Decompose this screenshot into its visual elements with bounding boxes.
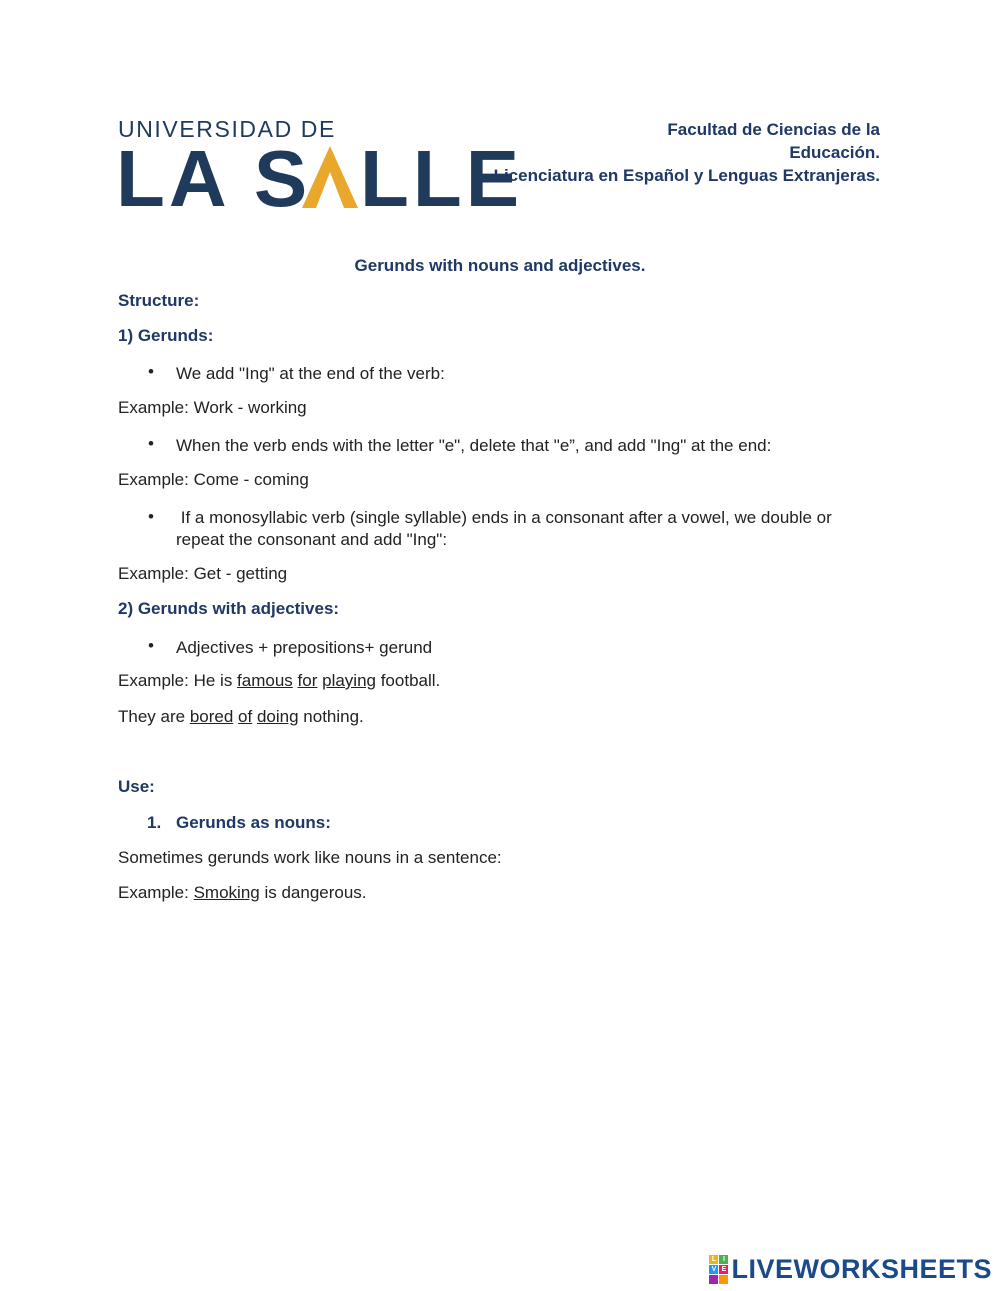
adjectives-rule: Adjectives + prepositions+ gerund — [176, 638, 433, 657]
badge-cell: E — [719, 1265, 728, 1274]
example-suffix: nothing. — [298, 707, 364, 726]
liveworksheets-logo-icon — [709, 1255, 728, 1284]
badge-cell: V — [709, 1265, 718, 1274]
gerund-rule-1: We add "Ing" at the end of the verb: — [176, 364, 445, 383]
badge-cell: I — [719, 1255, 728, 1264]
faculty-line-2: Educación. — [789, 143, 880, 162]
gerund-example-3: Example: Get - getting — [118, 564, 288, 583]
underlined-adjective: bored — [189, 707, 234, 726]
svg-text:LA S: LA S — [116, 134, 312, 223]
gerund-rule-3-line-1: If a monosyllabic verb (single syllable) ends in a consonant after a vowel, we double or — [176, 508, 832, 527]
page-title: Gerunds with nouns and adjectives. — [354, 256, 646, 275]
adjectives-example-2 — [118, 707, 364, 727]
underlined-adjective: famous — [237, 671, 293, 690]
liveworksheets-brand[interactable] — [709, 1254, 992, 1285]
bullet-icon: • — [148, 507, 154, 526]
bullet-icon: • — [148, 434, 154, 453]
gerund-example-1: Example: Work - working — [118, 398, 307, 417]
example-suffix: football. — [375, 671, 441, 690]
example-prefix: They are — [118, 707, 190, 726]
underlined-preposition: of — [238, 707, 253, 726]
structure-heading: Structure: — [118, 291, 200, 310]
liveworksheets-wordmark: LIVEWORKSHEETS — [731, 1254, 992, 1284]
use-example — [118, 883, 367, 903]
example-prefix: Example: — [118, 883, 194, 902]
gerund-rule-2: When the verb ends with the letter "e", delete that "e”, and add "Ing" at the end: — [176, 436, 772, 455]
logo-university-line: UNIVERSIDAD DE — [118, 116, 336, 142]
example-suffix: is dangerous. — [259, 883, 367, 902]
underlined-gerund: playing — [322, 671, 376, 690]
adjectives-example-1 — [118, 671, 440, 691]
gerund-rule-3-line-2: repeat the consonant and add "Ing": — [176, 530, 448, 549]
la-salle-wordmark — [116, 134, 524, 223]
use-item-number: 1. — [147, 813, 162, 832]
use-text: Sometimes gerunds work like nouns in a sentence: — [118, 848, 502, 867]
underlined-gerund: Smoking — [193, 883, 260, 902]
underlined-preposition: for — [297, 671, 318, 690]
gerunds-heading: 1) Gerunds: — [118, 326, 214, 345]
badge-cell — [709, 1275, 718, 1284]
badge-cell: L — [709, 1255, 718, 1264]
svg-text:LLE: LLE — [360, 134, 524, 223]
bullet-icon: • — [148, 362, 154, 381]
logo-la-salle — [116, 134, 524, 223]
use-item-label: Gerunds as nouns: — [176, 813, 331, 832]
badge-cell — [719, 1275, 728, 1284]
use-heading: Use: — [118, 777, 155, 796]
gerunds-adjectives-heading: 2) Gerunds with adjectives: — [118, 599, 340, 618]
underlined-gerund: doing — [256, 707, 299, 726]
bullet-icon: • — [148, 636, 154, 655]
example-prefix: Example: He is — [118, 671, 238, 690]
faculty-line-3: Licenciatura en Español y Lenguas Extranjeras. — [493, 166, 880, 185]
faculty-line-1: Facultad de Ciencias de la — [667, 120, 880, 139]
faculty-header — [494, 118, 880, 187]
gerund-example-2: Example: Come - coming — [118, 470, 309, 489]
